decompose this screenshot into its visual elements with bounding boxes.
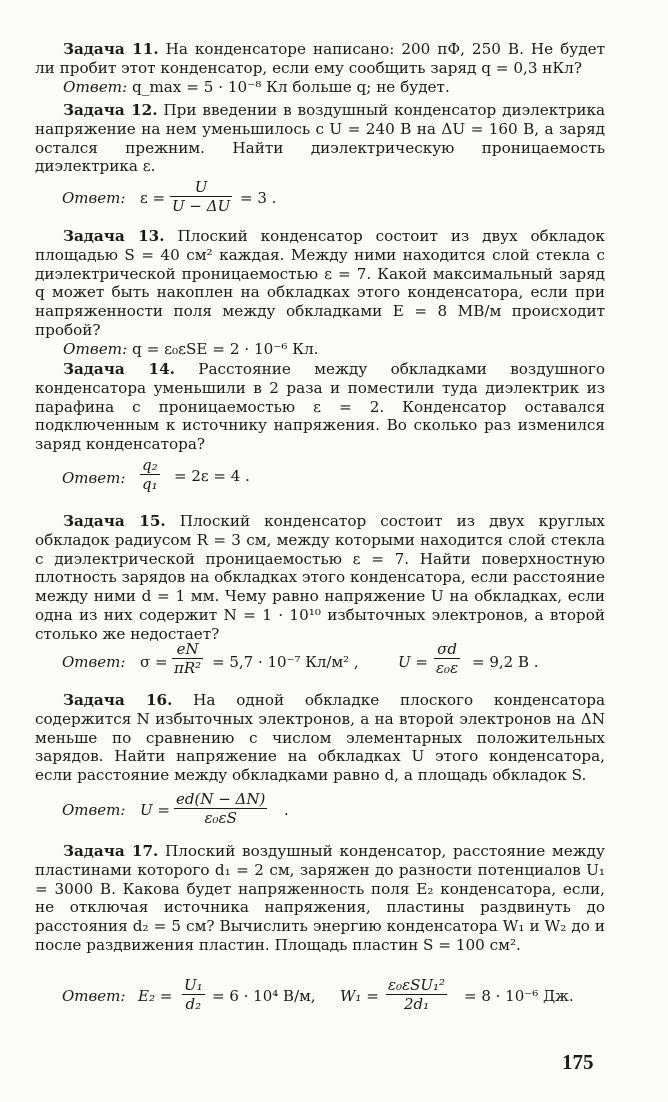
problem-15-label: Задача 15. [63,512,166,530]
fraction: ε₀εSU₁² 2d₁ [388,976,446,1013]
problem-11-answer: Ответ: q_max = 5 · 10⁻⁸ Кл больше q; не будет. [63,77,450,96]
problem-17-label: Задача 17. [63,842,159,860]
problem-13-label: Задача 13. [63,227,165,245]
answer-label: Ответ: [62,189,126,207]
answer-label: Ответ: [62,987,126,1005]
fraction: $\frac{eN}{\text{πR²}}$ [174,640,202,677]
answer-label: Ответ: [62,653,126,671]
problem-13-text: Задача 13. Плоский конденсатор состоит из двух обкладок площадью S = 40 см² каждая. Между ними находится слой стекла с диэлектрической проницаемостью ε = 7. Какой максимальный заряд q может быть накоплен на обкладках этого конденсатора, если при напряженности поля между обкладками E = 8 МВ/м происходит пробой? [35,227,605,339]
fraction: $\frac{\text{U₁}}{\text{d₂}}$ [184,976,203,1013]
answer-label: Ответ: [62,801,126,819]
problem-12-text: Задача 12. При введении в воздушный конденсатор диэлектрика напряжение на нем уменьшилось с U = 240 В на ΔU = 160 В, а заряд остался прежним. Найти диэлектрическую проницаемость диэлектрика ε. [35,101,605,176]
problem-11-text: Задача 11. На конденсаторе написано: 200 пФ, 250 В. Не будет ли пробит этот конденсатор, если ему сообщить заряд q = 0,3 нКл? [35,40,605,77]
fraction: $\frac{\text{q₂}}{\text{q₁}}$ [142,456,158,493]
problem-14-answer-formula: Ответ: $\frac{\text{q₂}}{\text{q₁}}$ = 2ε = 4 . [62,456,250,493]
problem-17 [35,842,605,955]
fraction: $\frac{U}{U - \Delta U}$ [172,178,231,215]
problem-12-answer-formula: Ответ: ε = $\frac{U}{U - \Delta U}$ = 3 . [62,178,277,215]
fraction: $\frac{\sigma d}{\text{ε₀ε}}$ [436,640,459,677]
problem-11-label: Задача 11. [63,40,159,58]
answer-label: Ответ: [63,339,128,358]
problem-15-answer-formula: Ответ: σ = $\frac{eN}{\text{πR²}}$ = 5,7 · 10⁻⁷ Кл/м² , U = $\frac{\sigma d}{\text{ε₀ε}}$ = 9,2 В . [62,640,539,677]
fraction: $\frac{ed(N - \Delta N)}{\text{ε₀εS}}$ [176,790,266,827]
problem-17-answer-formula: Ответ: E₂ = $\frac{\text{U₁}}{\text{d₂}}$ = 6 · 10⁴ В/м, W₁ = ε₀εSU₁² 2d₁ = 8 · 10⁻⁶ Дж. [62,976,574,1013]
problem-16-label: Задача 16. [63,691,173,709]
page-number: 175 [562,1050,594,1074]
problem-16-text: Задача 16. На одной обкладке плоского конденсатора содержится N избыточных электронов, а на второй электронов на ΔN меньше по сравнению с числом элементарных положительных зарядов. Найти напряжение на обкладках U этого конденсатора, если расстояние между обкладками равно d, а площадь обкладок S. [35,691,605,785]
problem-17-text: Задача 17. Плоский воздушный конденсатор, расстояние между пластинами которого d₁ = 2 см, заряжен до разности потенциалов U₁ = 3000 В. Какова будет напряженность поля E₂ конденсатора, если, не отключая источника напряжения, пластины раздвинуть до расстояния d₂ = 5 см? Вычислить энергию конденсатора W₁ и W₂ до и после раздвижения пластин. Площадь пластин S = 100 см². [35,842,605,954]
problem-11 [35,40,605,97]
problem-12-label: Задача 12. [63,101,158,119]
problem-12 [35,101,605,176]
problem-16 [35,691,605,785]
answer-label: Ответ: [63,77,128,96]
answer-label: Ответ: [62,469,126,487]
problem-16-answer-formula: Ответ: U = $\frac{ed(N - \Delta N)}{\text{ε₀εS}}$ . [62,790,289,827]
problem-15-text: Задача 15. Плоский конденсатор состоит из двух круглых обкладок радиусом R = 3 см, между которыми находится слой стекла с диэлектрической проницаемостью ε = 7. Найти поверхностную плотность зарядов на обкладках этого конденсатора, если расстояние между ними d = 1 мм. Чему равно напряжение U на обкладках, если одна из них содержит N = 1 · 10¹⁰ избыточных электронов, а второй столько же недостает? [35,512,605,643]
problem-13 [35,227,605,359]
problem-14 [35,360,605,454]
problem-15 [35,512,605,644]
problem-14-text: Задача 14. Расстояние между обкладками воздушного конденсатора уменьшили в 2 раза и поместили туда диэлектрик из парафина с проницаемостью ε = 2. Конденсатор оставался подключенным к источнику напряжения. Во сколько раз изменился заряд конденсатора? [35,360,605,454]
problem-13-answer: Ответ: q = ε₀εSE = 2 · 10⁻⁶ Кл. [63,339,319,358]
problem-14-label: Задача 14. [63,360,175,378]
